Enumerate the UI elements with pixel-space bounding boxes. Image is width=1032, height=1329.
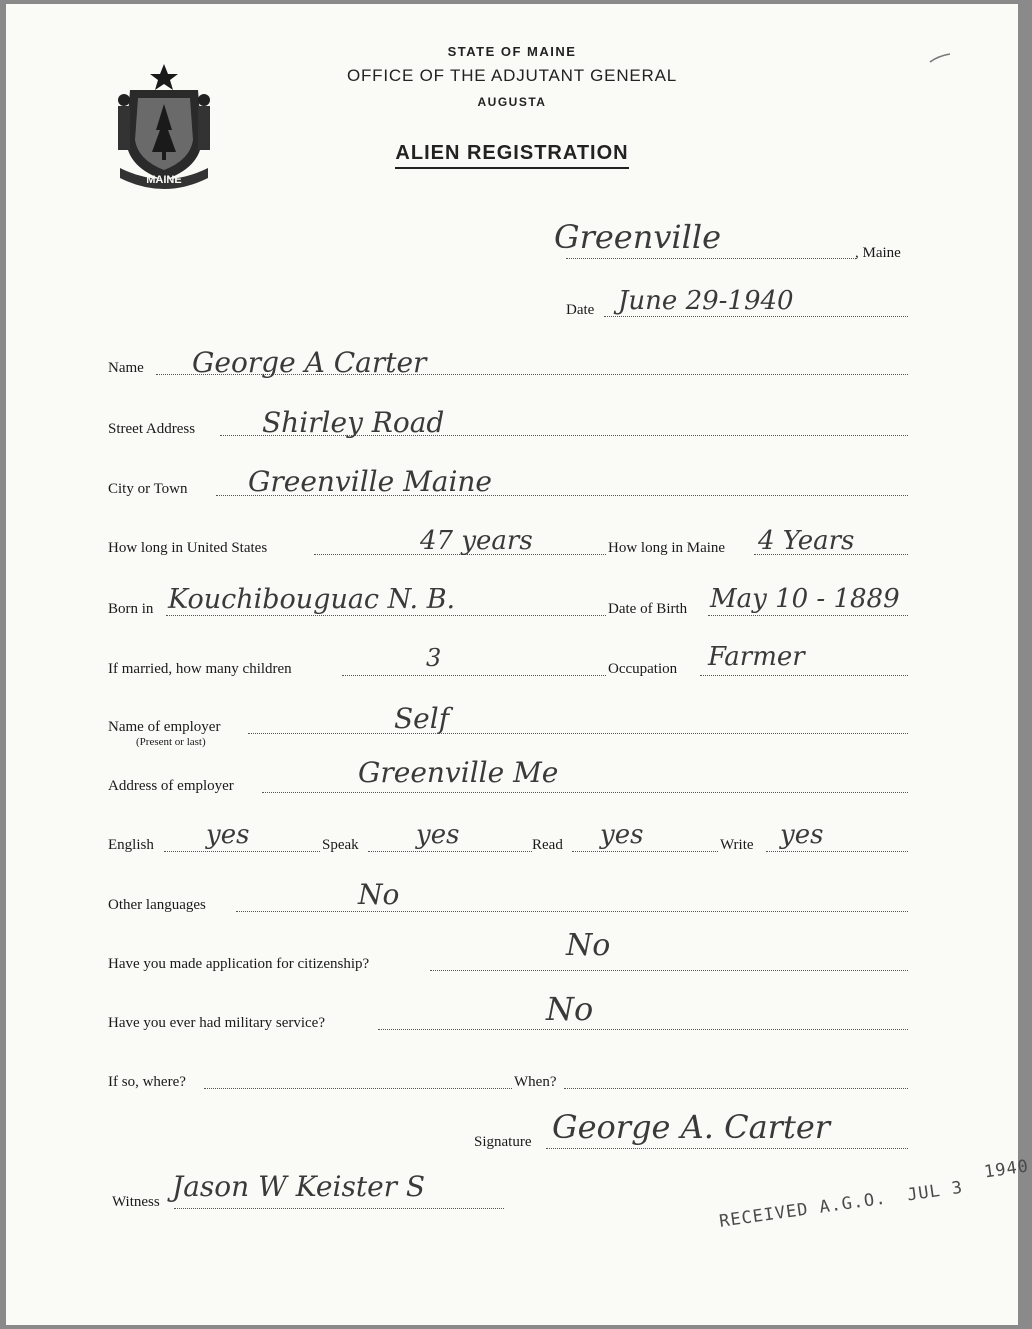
employer-label: Name of employer	[108, 719, 221, 735]
children-label: If married, how many children	[108, 661, 292, 677]
street-label: Street Address	[108, 421, 196, 437]
other-languages-label: Other languages	[108, 897, 206, 913]
town-value: Greenville	[554, 218, 722, 256]
when-label: When?	[514, 1074, 557, 1090]
name-label: Name	[108, 360, 144, 376]
english-label: English	[108, 837, 154, 853]
stamp-text: RECEIVED A.G.O.	[718, 1188, 888, 1232]
citizenship-line	[430, 970, 908, 971]
witness-line	[174, 1208, 504, 1209]
maine-label: , Maine	[855, 245, 901, 261]
dob-label: Date of Birth	[608, 601, 688, 617]
city-label: City or Town	[108, 481, 188, 497]
employer-value: Self	[394, 702, 450, 735]
occupation-label: Occupation	[608, 661, 678, 677]
name-value: George A Carter	[192, 346, 427, 379]
dob-value: May 10 - 1889	[710, 584, 900, 614]
employer-note: (Present or last)	[136, 736, 206, 748]
citizenship-value: No	[566, 928, 611, 963]
maine-duration-value: 4 Years	[758, 526, 855, 556]
witness-value: Jason W Keister S	[172, 1170, 426, 1203]
other-languages-line	[236, 911, 908, 912]
date-label: Date	[566, 302, 595, 318]
where-line	[204, 1088, 512, 1089]
other-languages-value: No	[358, 878, 400, 911]
date-line	[604, 316, 908, 317]
dob-line	[708, 615, 908, 616]
employer-address-value: Greenville Me	[358, 756, 559, 789]
registration-form	[6, 4, 1031, 1325]
witness-label: Witness	[112, 1194, 160, 1210]
maine-duration-label: How long in Maine	[608, 540, 726, 556]
children-line	[342, 675, 606, 676]
stamp-date: JUL 3	[905, 1177, 965, 1206]
read-label: Read	[532, 837, 563, 853]
english-value: yes	[206, 820, 250, 850]
write-label: Write	[720, 837, 754, 853]
born-line	[166, 615, 606, 616]
military-line	[378, 1029, 908, 1030]
stamp-year: 1940	[982, 1156, 1031, 1183]
speak-value: yes	[416, 820, 460, 850]
born-label: Born in	[108, 601, 154, 617]
english-line	[164, 851, 320, 852]
children-value: 3	[426, 644, 442, 672]
received-stamp	[718, 1156, 1032, 1232]
street-value: Shirley Road	[262, 406, 445, 439]
military-label: Have you ever had military service?	[108, 1015, 325, 1031]
speak-label: Speak	[322, 837, 359, 853]
speak-line	[368, 851, 532, 852]
citizenship-label: Have you made application for citizenship?	[108, 956, 370, 972]
read-line	[572, 851, 718, 852]
military-value: No	[546, 990, 594, 1028]
born-value: Kouchibouguac N. B.	[168, 584, 456, 615]
us-duration-value: 47 years	[420, 526, 533, 556]
check-mark-icon	[928, 52, 952, 66]
header-city: AUGUSTA	[477, 95, 547, 109]
employer-address-label: Address of employer	[108, 778, 234, 794]
city-value: Greenville Maine	[248, 465, 493, 498]
town-line	[566, 258, 856, 259]
write-line	[766, 851, 908, 852]
occupation-line	[700, 675, 908, 676]
signature-line	[546, 1148, 908, 1149]
when-line	[564, 1088, 908, 1089]
where-label: If so, where?	[108, 1074, 186, 1090]
header-office: OFFICE OF THE ADJUTANT GENERAL	[346, 66, 678, 85]
svg-text:MAINE: MAINE	[146, 174, 182, 186]
signature-label: Signature	[474, 1134, 532, 1150]
employer-address-line	[262, 792, 908, 793]
employer-line	[248, 733, 908, 734]
date-value: June 29-1940	[618, 286, 794, 316]
header-state: STATE OF MAINE	[447, 44, 577, 59]
read-value: yes	[600, 820, 644, 850]
us-duration-label: How long in United States	[108, 540, 268, 556]
form-title: ALIEN REGISTRATION	[395, 142, 628, 169]
signature-value: George A. Carter	[552, 1108, 831, 1146]
occupation-value: Farmer	[708, 642, 805, 672]
write-value: yes	[780, 820, 824, 850]
